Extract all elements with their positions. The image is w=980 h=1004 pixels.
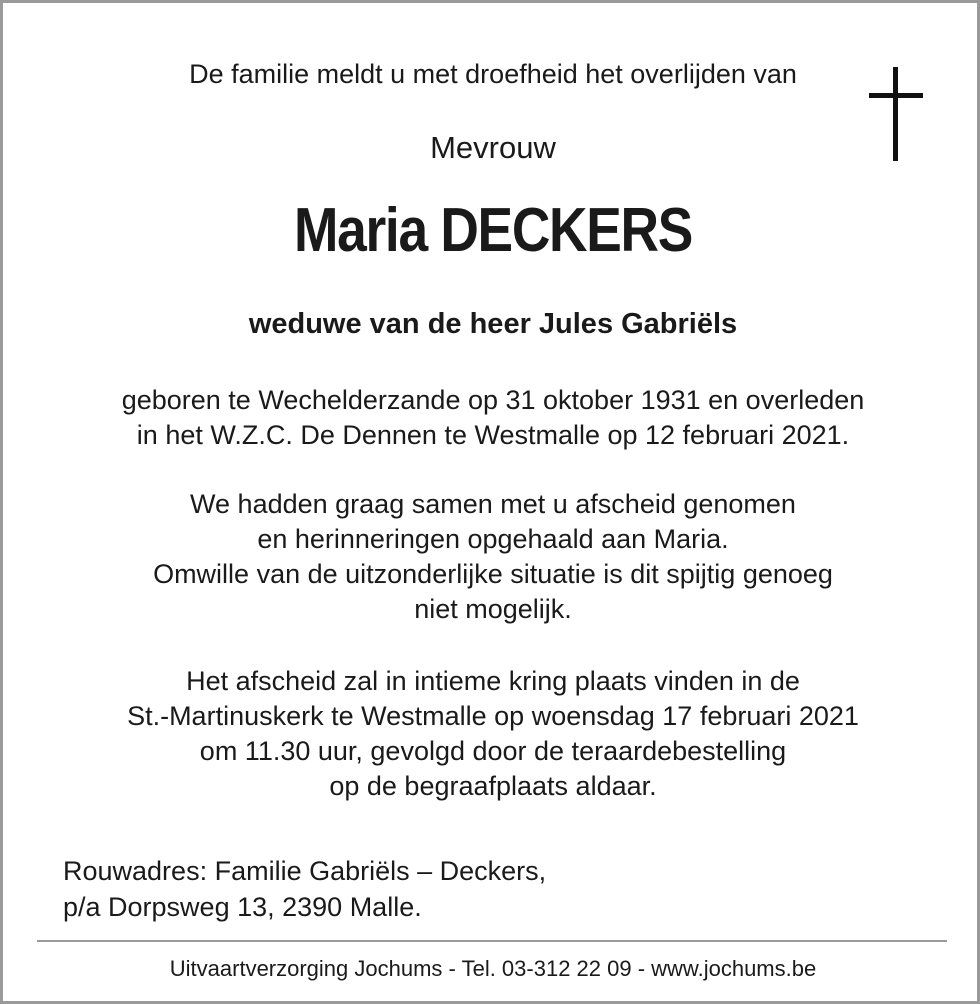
address-line: Rouwadres: Familie Gabriëls – Deckers,	[63, 856, 547, 886]
farewell-note-line: niet mogelijk.	[414, 594, 572, 624]
farewell-note-paragraph	[3, 487, 980, 627]
farewell-note-line: Omwille van de uitzonderlijke situatie is dit spijtig genoeg	[153, 559, 833, 589]
mourning-address	[63, 853, 546, 925]
spouse-line: weduwe van de heer Jules Gabriëls	[248, 308, 738, 340]
footer-divider	[37, 940, 947, 942]
farewell-note-line: We hadden graag samen met u afscheid genomen	[190, 489, 796, 519]
birth-death-line: in het W.Z.C. De Dennen te Westmalle op 12 februari 2021.	[136, 420, 850, 450]
farewell-note-line: en herinneringen opgehaald aan Maria.	[257, 524, 729, 554]
title-prefix: Mevrouw	[430, 130, 556, 165]
deceased-name: Maria DECKERS	[293, 196, 693, 265]
funeral-home-footer: Uitvaartverzorging Jochums - Tel. 03-312 22 09 - www.jochums.be	[169, 956, 817, 981]
birth-death-line: geboren te Wechelderzande op 31 oktober 1931 en overleden	[121, 385, 865, 415]
ceremony-line: op de begraafplaats aldaar.	[329, 771, 657, 801]
birth-death-paragraph	[3, 383, 980, 453]
intro-text: De familie meldt u met droefheid het overlijden van	[189, 59, 797, 89]
address-line: p/a Dorpsweg 13, 2390 Malle.	[63, 892, 422, 922]
ceremony-line: om 11.30 uur, gevolgd door de teraardebestelling	[199, 736, 787, 766]
ceremony-line: St.-Martinuskerk te Westmalle op woensdag 17 februari 2021	[127, 701, 859, 731]
ceremony-line: Het afscheid zal in intieme kring plaats vinden in de	[186, 666, 800, 696]
ceremony-paragraph	[3, 664, 980, 804]
